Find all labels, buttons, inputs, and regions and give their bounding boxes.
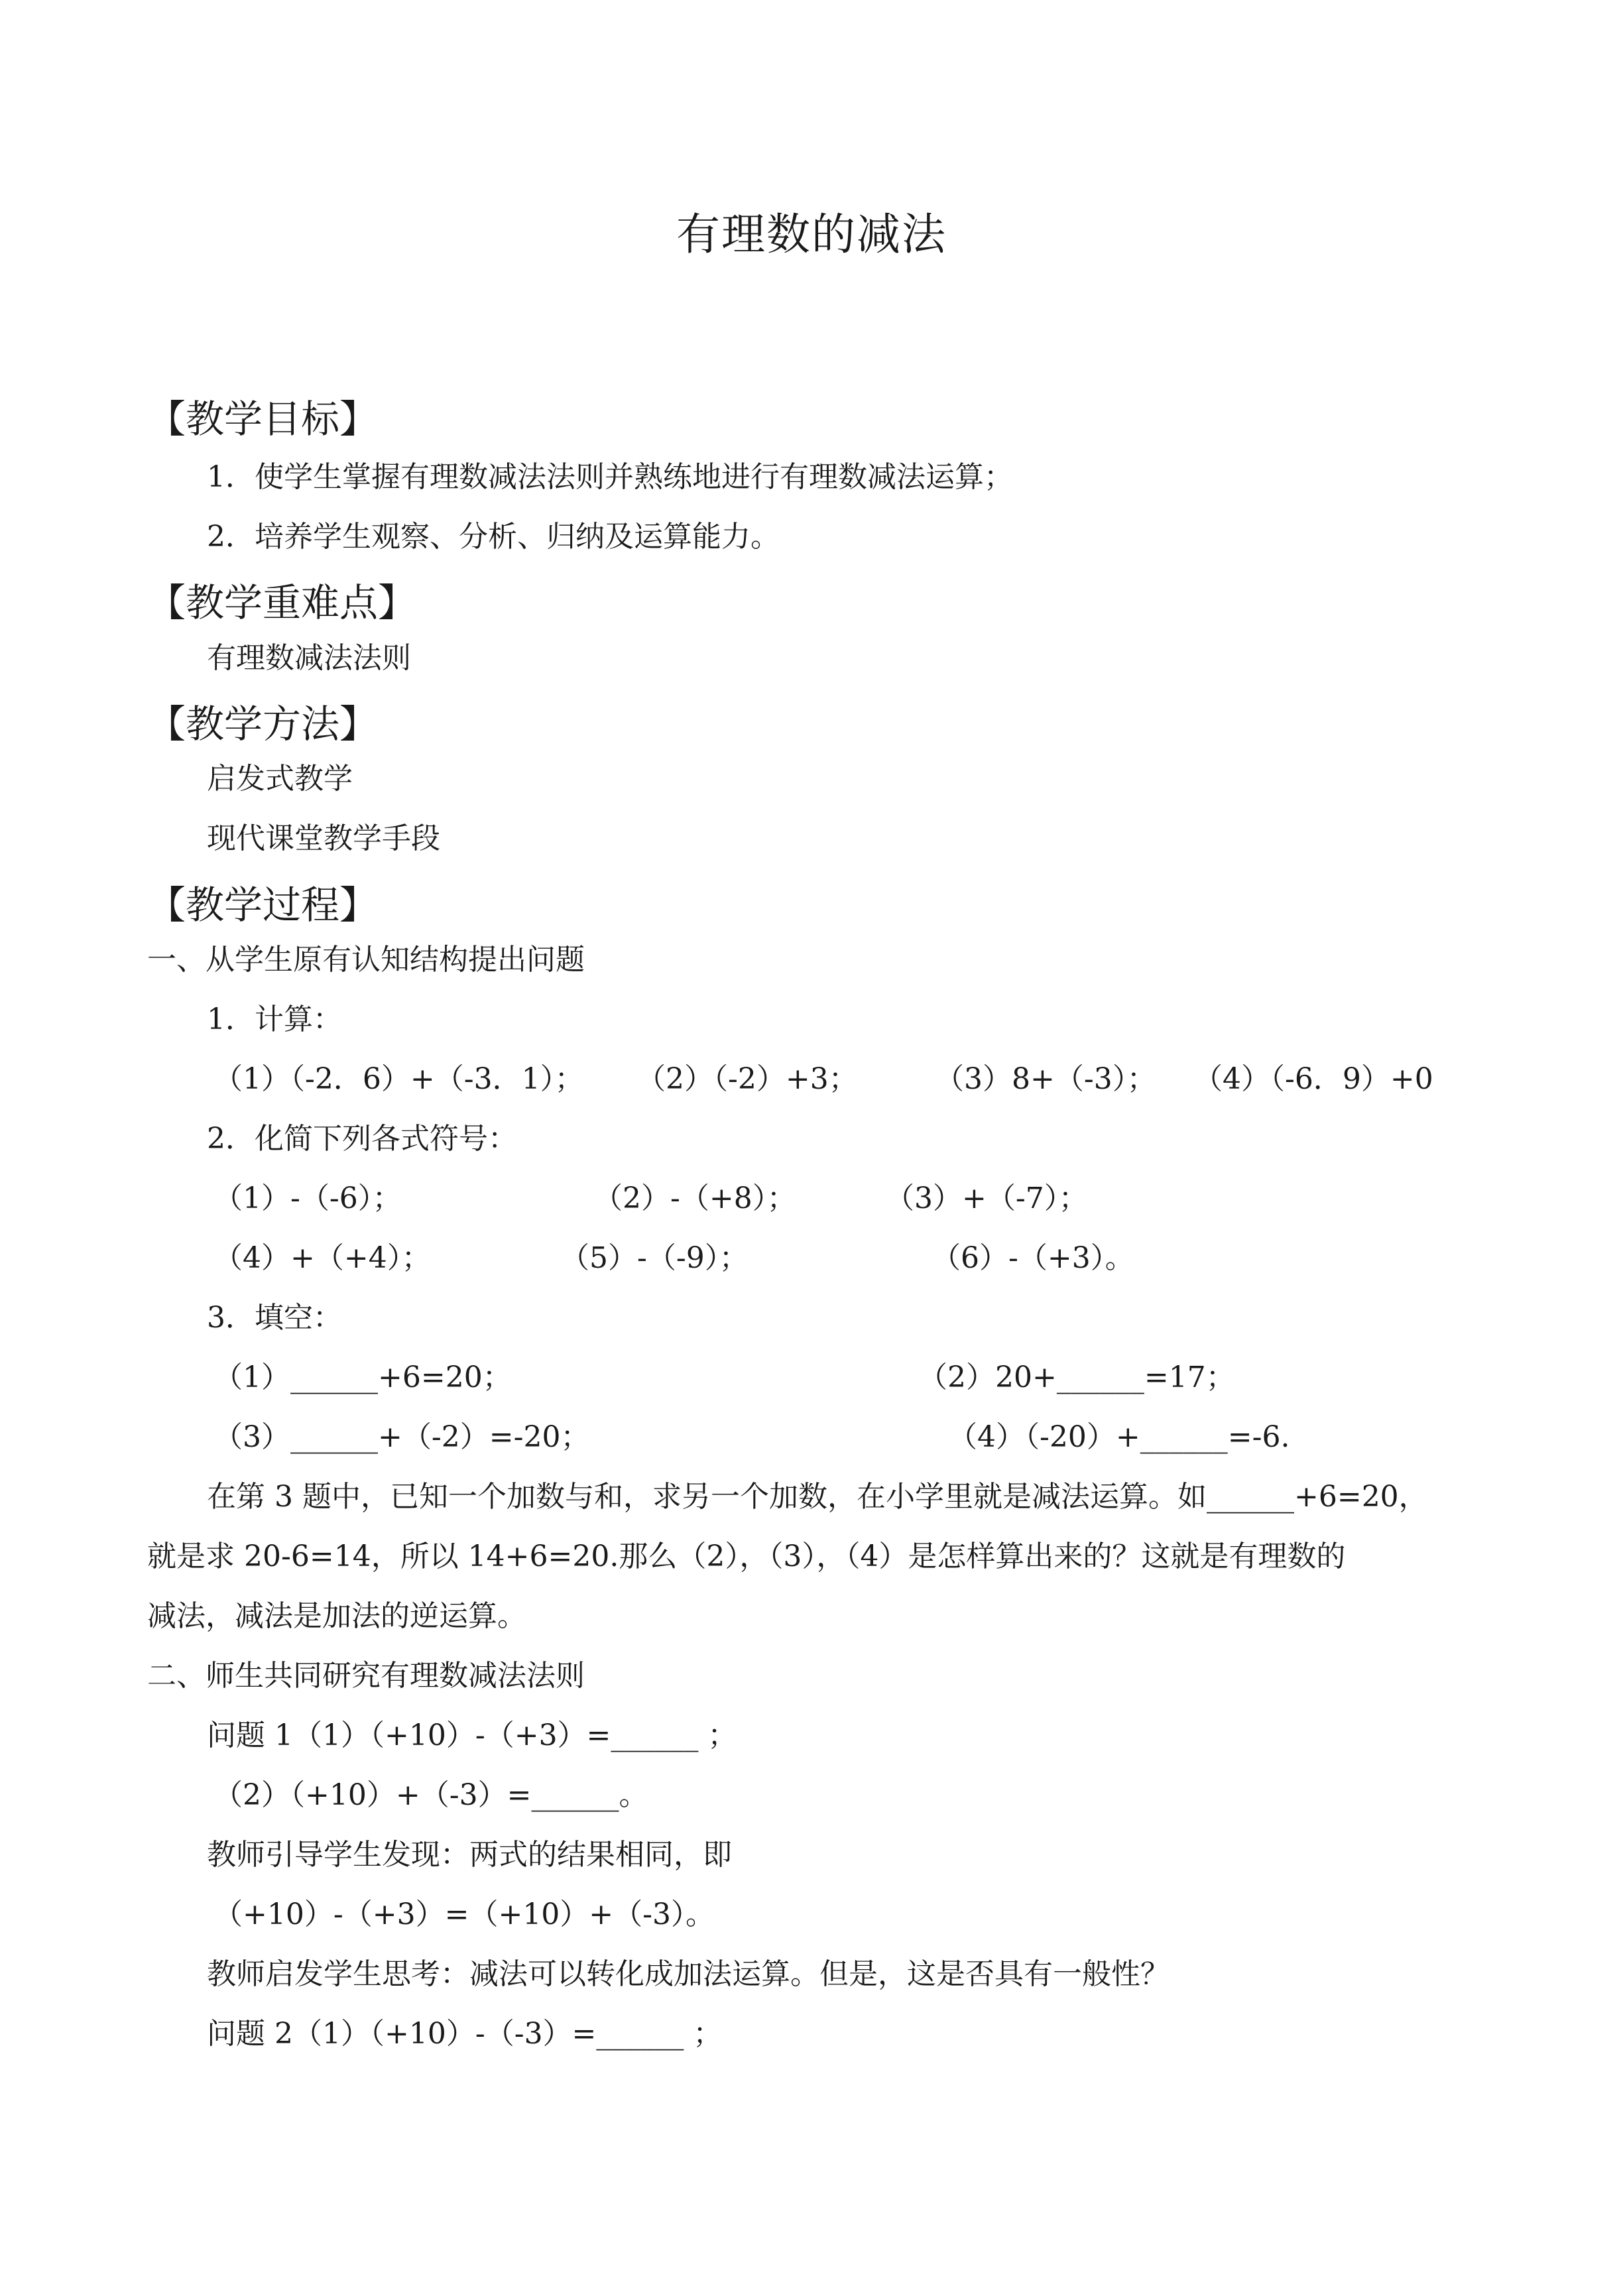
- q2-item-2: （2）-（+8）；: [593, 1181, 796, 1215]
- q3-item-3: （3）______+（-2）=-20；: [213, 1420, 590, 1454]
- q2-item-5: （5）-（-9）；: [560, 1241, 749, 1275]
- document-title: 有理数的减法: [676, 209, 947, 260]
- q2-item-4: （4）+（+4）；: [213, 1241, 431, 1275]
- q2-item-1: （1）-（-6）；: [213, 1181, 402, 1215]
- q1-label: 1．计算：: [207, 1002, 342, 1036]
- paragraph-line-1: 在第 3 题中，已知一个加数与和，求另一个加数，在小学里就是减法运算。如______+6=20，: [207, 1480, 1428, 1514]
- q1-item-3: （3）8+（-3）；: [935, 1062, 1156, 1096]
- teacher-think: 教师启发学生思考：减法可以转化成加法运算。但是，这是否具有一般性？: [207, 1957, 1170, 1991]
- q2-item-3: （3）+（-7）；: [885, 1181, 1088, 1215]
- problem1-a: 问题 1（1）（+10）-（+3）=______ ；: [207, 1719, 737, 1752]
- equation: （+10）-（+3）=（+10）+（-3）。: [213, 1898, 715, 1931]
- paragraph-line-3: 减法，减法是加法的逆运算。: [147, 1599, 526, 1633]
- q3-item-2: （2）20+______=17；: [918, 1360, 1235, 1394]
- method-item-1: 启发式教学: [207, 762, 353, 796]
- q2-label: 2．化简下列各式符号：: [207, 1122, 517, 1156]
- heading-key-points: 【教学重难点】: [147, 580, 417, 625]
- q1-item-2: （2）（-2）+3；: [636, 1062, 858, 1096]
- problem1-b: （2）（+10）+（-3）=______。: [213, 1778, 648, 1812]
- part1-title: 一、从学生原有认知结构提出问题: [147, 943, 585, 977]
- q1-item-4: （4）（-6．9）+0: [1193, 1062, 1433, 1096]
- key-point-item: 有理数减法法则: [207, 641, 411, 675]
- q3-item-1: （1）______+6=20；: [213, 1360, 512, 1394]
- method-item-2: 现代课堂教学手段: [207, 821, 440, 855]
- objective-item-2: 2．培养学生观察、分析、归纳及运算能力。: [207, 520, 780, 554]
- heading-methods: 【教学方法】: [147, 701, 379, 747]
- q2-item-6: （6）-（+3）。: [932, 1241, 1134, 1275]
- part2-title: 二、师生共同研究有理数减法法则: [147, 1659, 585, 1693]
- q1-item-1: （1）（-2．6）+（-3．1）；: [213, 1062, 584, 1096]
- heading-process: 【教学过程】: [147, 882, 379, 928]
- problem2-a: 问题 2（1）（+10）-（-3）=______ ；: [207, 2017, 723, 2051]
- q3-item-4: （4）（-20）+______=-6.: [948, 1420, 1290, 1454]
- objective-item-1: 1．使学生掌握有理数减法法则并熟练地进行有理数减法运算；: [207, 460, 1013, 494]
- paragraph-line-2: 就是求 20-6=14，所以 14+6=20.那么（2），（3），（4）是怎样算出来的？这就是有理数的: [147, 1540, 1346, 1573]
- heading-objectives: 【教学目标】: [147, 396, 379, 442]
- q3-label: 3．填空：: [207, 1301, 342, 1335]
- teacher-guide: 教师引导学生发现：两式的结果相同，即: [207, 1838, 732, 1872]
